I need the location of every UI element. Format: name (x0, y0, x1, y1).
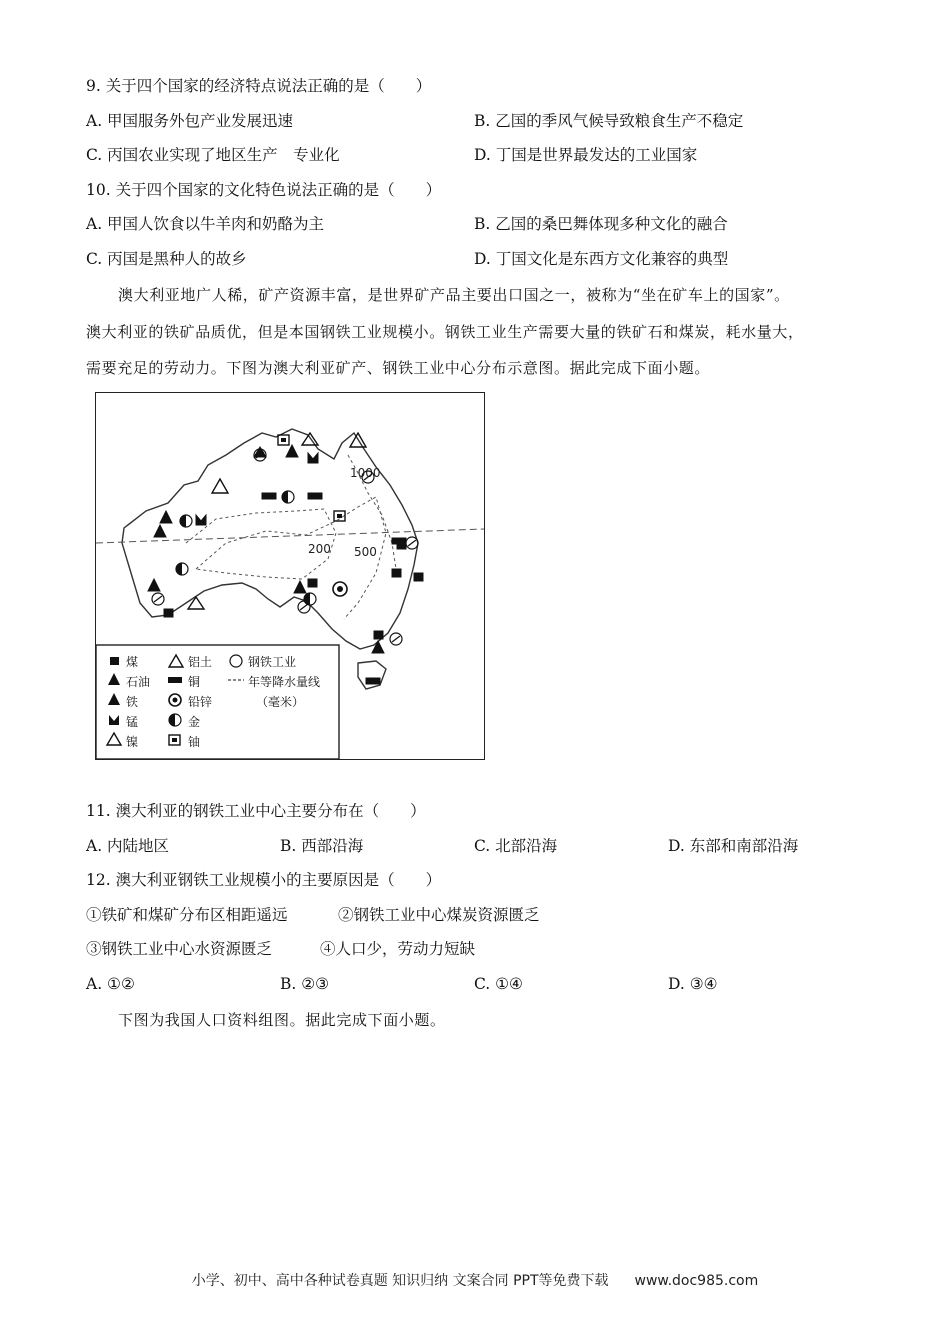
copper-symbol (262, 493, 276, 499)
q9-option-b: B. 乙国的季风气候导致粮食生产不稳定 (474, 112, 744, 130)
legend-steel: 钢铁工业 (248, 655, 297, 669)
q11-option-b: B. 西部沿海 (280, 837, 364, 855)
legend-isohyet: 年等降水量线 (248, 675, 321, 689)
iron-symbol (148, 579, 160, 591)
next-section-intro: 下图为我国人口资料组图。据此完成下面小题。 (118, 1011, 446, 1029)
coal-symbol (392, 569, 401, 577)
legend-coal: 煤 (126, 655, 139, 669)
copper-symbol (308, 493, 322, 499)
nickel-symbol (188, 597, 204, 609)
legend-manganese: 锰 (126, 715, 139, 729)
q9-stem: 9. 关于四个国家的经济特点说法正确的是（ ） (86, 77, 432, 95)
legend-nickel: 镍 (126, 735, 139, 749)
legend-oil: 石油 (126, 675, 151, 689)
iron-symbol (286, 445, 298, 457)
footer-url[interactable]: www.doc985.com (634, 1273, 759, 1289)
q12-option-a: A. ①② (86, 975, 135, 993)
copper-symbol (366, 678, 380, 684)
manganese-symbol (308, 453, 318, 463)
q11-stem: 11. 澳大利亚的钢铁工业中心主要分布在（ ） (86, 802, 426, 820)
q12-option-c: C. ①④ (474, 975, 523, 993)
passage-line-2: 澳大利亚的铁矿品质优，但是本国钢铁工业规模小。钢铁工业生产需要大量的铁矿石和煤炭，耗水量大， (86, 323, 804, 341)
legend-leadzinc: 铅锌 (188, 695, 213, 709)
gold-symbol (282, 491, 294, 503)
q11-option-d: D. 东部和南部沿海 (668, 837, 799, 855)
q9-option-c: C. 丙国农业实现了地区生产 专业化 (86, 146, 340, 164)
passage-line-3: 需要充足的劳动力。下图为澳大利亚矿产、钢铁工业中心分布示意图。据此完成下面小题。 (86, 359, 711, 377)
manganese-symbol (196, 515, 206, 525)
legend-isohyet-unit: （毫米） (256, 695, 305, 709)
q12-statement-3: ③钢铁工业中心水资源匮乏 (86, 940, 273, 958)
q12-option-b: B. ②③ (280, 975, 330, 993)
q9-option-a: A. 甲国服务外包产业发展迅速 (86, 112, 294, 130)
footer-text: 小学、初中、高中各种试卷真题 知识归纳 文案合同 PPT等免费下载 (191, 1273, 609, 1289)
q10-option-b: B. 乙国的桑巴舞体现多种文化的融合 (474, 215, 728, 233)
steel-symbol (298, 601, 310, 613)
coal-symbol (414, 573, 423, 581)
legend-gold: 金 (188, 715, 201, 729)
coal-symbol (308, 579, 317, 587)
q12-statement-2: ②钢铁工业中心煤炭资源匮乏 (338, 906, 540, 924)
legend-uranium: 铀 (188, 735, 201, 749)
gold-symbol (176, 563, 188, 575)
q10-stem: 10. 关于四个国家的文化特色说法正确的是（ ） (86, 181, 442, 199)
passage-line-1: 澳大利亚地广人稀，矿产资源丰富，是世界矿产品主要出口国之一，被称为“坐在矿车上的国家”。 (118, 286, 790, 304)
q10-option-d: D. 丁国文化是东西方文化兼容的典型 (474, 250, 729, 268)
page-footer (0, 1270, 950, 1290)
iron-symbol (294, 581, 306, 593)
q11-option-c: C. 北部沿海 (474, 837, 558, 855)
steel-symbol (390, 633, 402, 645)
legend-copper: 铜 (188, 675, 201, 689)
steel-symbol (152, 593, 164, 605)
q12-stem: 12. 澳大利亚钢铁工业规模小的主要原因是（ ） (86, 871, 442, 889)
tasmania-outline (358, 661, 386, 689)
gold-symbol (180, 515, 192, 527)
bauxite-symbol (212, 479, 228, 493)
q12-statement-4: ④人口少，劳动力短缺 (320, 940, 476, 958)
coal-symbol (374, 631, 383, 639)
isohyet-label-1000: 1000 (350, 466, 381, 480)
q12-statement-1: ①铁矿和煤矿分布区相距遥远 (86, 906, 288, 924)
gold-symbol (304, 593, 316, 605)
copper-symbol (392, 538, 406, 544)
legend-iron: 铁 (126, 695, 139, 709)
legend-bauxite: 铝土 (188, 655, 213, 669)
isohyet-label-200: 200 (308, 542, 331, 556)
iron-symbol (372, 641, 384, 653)
iron-symbol (160, 511, 172, 523)
leadzinc-symbol (333, 582, 347, 596)
q10-option-c: C. 丙国是黑种人的故乡 (86, 250, 247, 268)
isohyet-label-500: 500 (354, 545, 377, 559)
uranium-symbol (278, 435, 289, 445)
oil-symbol (154, 525, 166, 537)
q9-option-d: D. 丁国是世界最发达的工业国家 (474, 146, 698, 164)
q10-option-a: A. 甲国人饮食以牛羊肉和奶酪为主 (86, 215, 325, 233)
australia-minerals-map (95, 392, 485, 760)
q11-option-a: A. 内陆地区 (86, 837, 170, 855)
steel-symbol (406, 537, 418, 549)
coal-symbol (164, 609, 173, 617)
q12-option-d: D. ③④ (668, 975, 718, 993)
